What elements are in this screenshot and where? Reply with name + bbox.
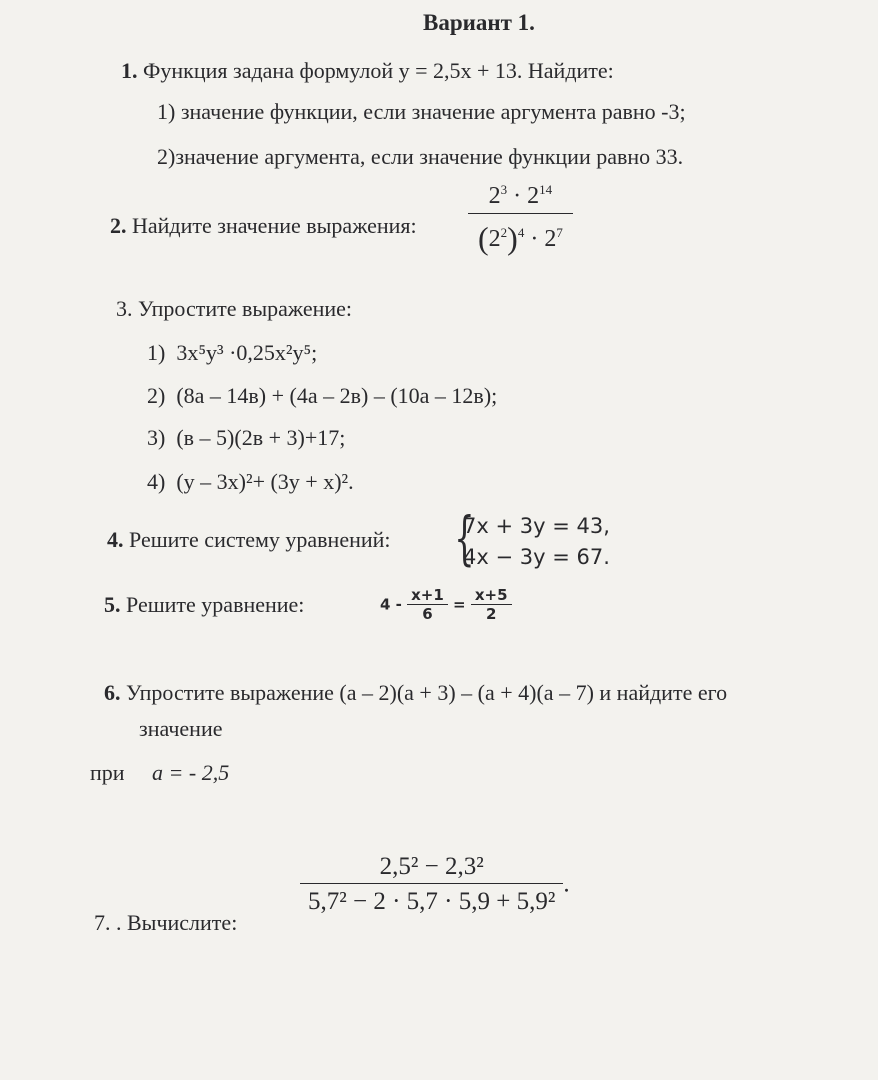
task-2-fraction xyxy=(468,183,573,257)
system-brace: { xyxy=(454,504,475,572)
task-2 xyxy=(110,213,417,239)
task-7-fraction: $\frac{\text{2,5² − 2,3²}}{\text{5,7² − 2 · 5,7 · 5,9 + 5,9²}}$ . xyxy=(300,853,570,916)
task-number: 3. xyxy=(116,296,133,321)
task-3 xyxy=(116,296,352,322)
task-number: 6. xyxy=(104,680,121,705)
fraction-numerator: x+1 xyxy=(411,586,444,604)
task-6-line-3: при a = - 2,5 xyxy=(90,760,230,785)
task-text: Найдите значение выражения: xyxy=(132,213,417,238)
task-number: 5. xyxy=(104,592,121,617)
task-text: Упростите выражение: xyxy=(138,296,353,321)
task-1 xyxy=(121,58,614,84)
task-4 xyxy=(107,527,391,553)
task-text: Функция задана формулой y = 2,5x + 13. Найдите: xyxy=(143,58,614,83)
system-equation-1: 7x + 3y = 43, xyxy=(463,514,610,538)
task-1-item-1: 1) значение функции, если значение аргумента равно -3; xyxy=(157,99,686,124)
task-text: . Вычислите: xyxy=(116,910,238,935)
task-1-item-2: 2)значение аргумента, если значение функции равно 33. xyxy=(157,144,684,169)
task-text: Решите систему уравнений: xyxy=(129,527,391,552)
fraction-denominator: 6 xyxy=(422,605,433,623)
fraction-numerator: x+5 xyxy=(474,586,508,604)
task-number: 1. xyxy=(121,58,138,83)
task-text: Решите уравнение: xyxy=(126,592,305,617)
task-3-item-1: 1) 3x⁵y³ ·0,25x²y⁵; xyxy=(147,340,318,365)
fraction-numerator: 2,5² − 2,3² xyxy=(379,853,484,880)
task-number: 7. xyxy=(94,910,111,935)
task-3-item-3: 3) (в – 5)(2в + 3)+17; xyxy=(147,425,346,450)
task-5 xyxy=(104,592,304,618)
task-number: 4. xyxy=(107,527,124,552)
task-6 xyxy=(104,680,727,706)
task-number: 2. xyxy=(110,213,127,238)
fraction-numerator: $2^3 \cdot 2^{14}$ xyxy=(488,182,553,209)
system-equation-2: 4x − 3y = 67. xyxy=(463,545,610,569)
task-3-item-2: 2) (8a – 14в) + (4a – 2в) – (10a – 12в); xyxy=(147,383,498,408)
fraction-denominator: 5,7² − 2 · 5,7 · 5,9 + 5,9² xyxy=(308,888,556,915)
task-text: Упростите выражение (a – 2)(a + 3) – (a + 4)(a – 7) и найдите его xyxy=(126,680,728,705)
page-title: Вариант 1. xyxy=(423,10,535,35)
fraction-denominator: $(2^2)^4 \cdot 2^7$ xyxy=(478,220,563,256)
task-5-equation: 4 - $\frac{x+1}{6}$ = $\frac{x+5}{2}$ xyxy=(380,586,512,623)
task-3-item-4: 4) (y – 3x)²+ (3y + x)². xyxy=(147,469,354,494)
fraction-denominator: 2 xyxy=(485,605,497,623)
task-6-line-2: значение xyxy=(139,716,223,741)
task-7 xyxy=(94,910,237,936)
